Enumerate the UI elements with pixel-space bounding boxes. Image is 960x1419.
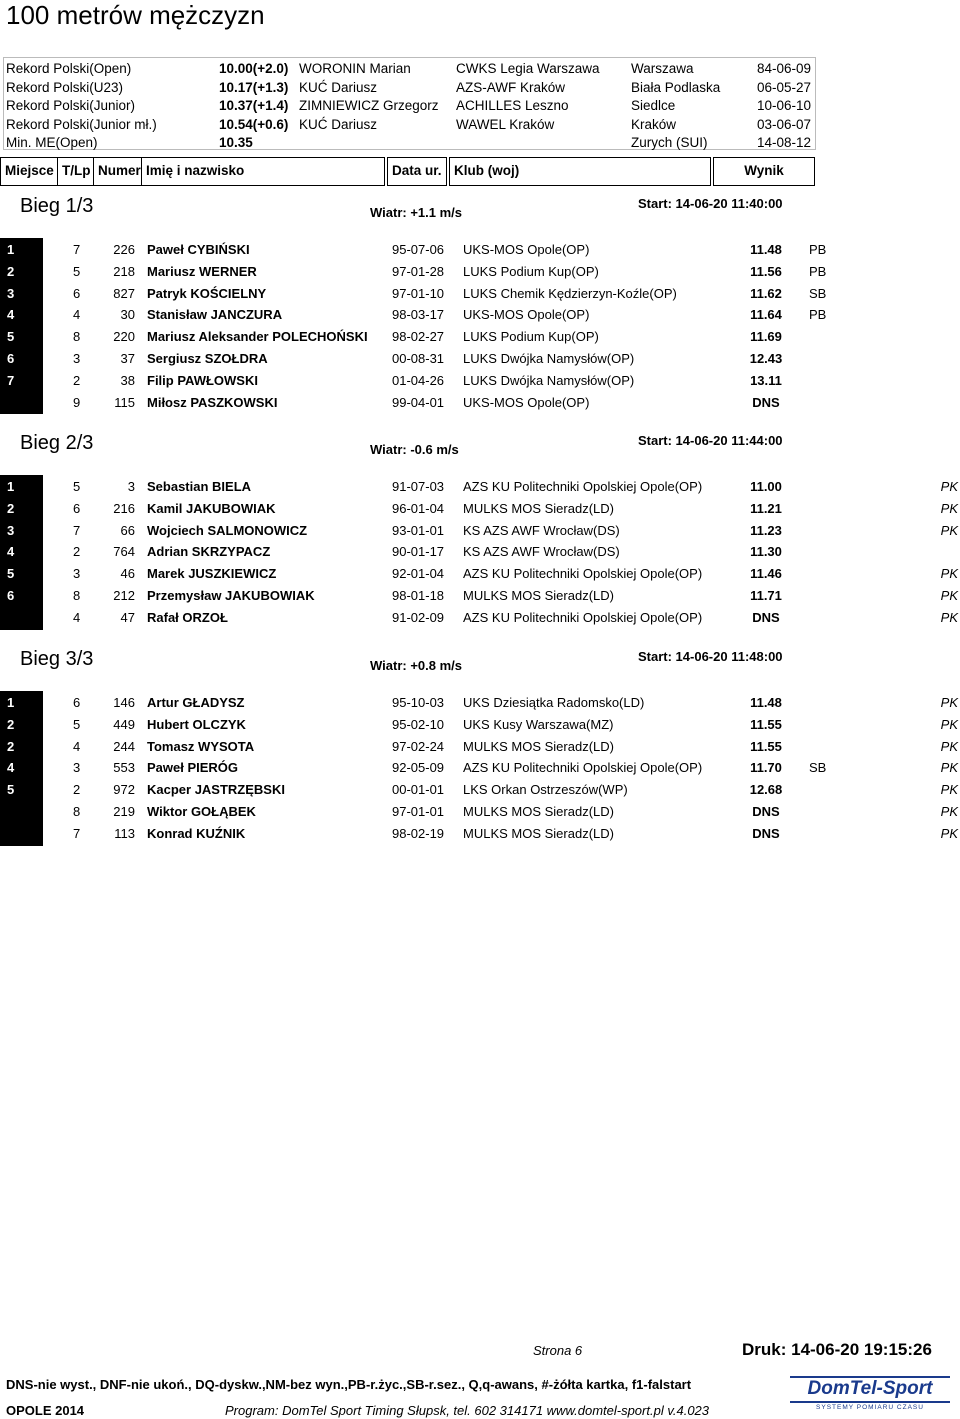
record-place: Siedlce <box>631 98 676 113</box>
result-row <box>0 392 960 414</box>
result-num: 972 <box>113 782 135 798</box>
result-lane: 2 <box>73 372 81 388</box>
result-name: Kacper JASTRZĘBSKI <box>147 782 285 798</box>
result-num: 218 <box>113 263 135 279</box>
record-row <box>3 115 816 133</box>
record-label: Rekord Polski(Junior mł.) <box>6 116 157 132</box>
record-athlete: ZIMNIEWICZ Grzegorz <box>299 98 439 113</box>
record-date: 14-08-12 <box>757 135 812 150</box>
result-row <box>0 692 960 714</box>
result-club: LUKS Dwójka Namysłów(OP) <box>463 372 635 388</box>
result-res: DNS <box>752 825 780 841</box>
result-lane: 4 <box>73 738 81 754</box>
result-note2: PK <box>940 588 958 603</box>
legend-text: DNS-nie wyst., DNF-nie ukoń., DQ-dyskw.,NM-bez wyn.,PB-r.życ.,SB-r.sez., Q,q-awans, #-żółta kartka, f1-falstart <box>6 1377 692 1392</box>
print-timestamp: Druk: 14-06-20 19:15:26 <box>742 1340 932 1359</box>
record-date: 03-06-07 <box>757 116 812 132</box>
page-number: Strona 6 <box>533 1343 583 1358</box>
result-row <box>0 779 960 801</box>
result-dob: 97-01-28 <box>392 263 445 279</box>
result-place: 4 <box>7 760 15 776</box>
result-dob: 93-01-01 <box>392 522 445 538</box>
result-note2: PK <box>940 782 958 798</box>
result-dob: 97-01-01 <box>392 804 445 819</box>
record-date: 10-06-10 <box>757 98 812 113</box>
result-lane: 5 <box>73 716 81 732</box>
result-dob: 98-01-18 <box>392 588 445 603</box>
record-club: WAWEL Kraków <box>456 116 555 132</box>
result-res: 11.69 <box>750 329 782 345</box>
result-dob: 91-02-09 <box>392 609 445 625</box>
result-res: 11.48 <box>750 242 782 257</box>
result-place: 5 <box>7 329 15 345</box>
result-note2: PK <box>940 804 958 819</box>
result-place: 6 <box>7 351 15 366</box>
result-name: Artur GŁADYSZ <box>147 695 245 710</box>
result-name: Paweł CYBIŃSKI <box>147 242 250 257</box>
page-title: 100 metrów mężczyzn <box>6 0 265 30</box>
record-place: Biała Podlaska <box>631 79 721 95</box>
result-club: MULKS MOS Sieradz(LD) <box>463 825 614 841</box>
result-lane: 6 <box>73 500 81 516</box>
record-athlete: KUĆ Dariusz <box>299 79 378 95</box>
result-res: 11.48 <box>750 695 782 710</box>
result-num: 764 <box>113 544 135 560</box>
result-num: 37 <box>120 351 135 366</box>
record-club: ACHILLES Leszno <box>456 98 569 113</box>
result-num: 219 <box>113 804 135 819</box>
result-name: Rafał ORZOŁ <box>147 609 228 625</box>
result-dob: 98-02-27 <box>392 329 445 345</box>
record-result: 10.17(+1.3) <box>219 79 289 95</box>
result-club: MULKS MOS Sieradz(LD) <box>463 804 614 819</box>
result-res: DNS <box>752 394 780 410</box>
result-res: 11.71 <box>750 588 782 603</box>
result-row <box>0 348 960 370</box>
record-result: 10.35 <box>219 135 253 150</box>
domtel-logo <box>790 1376 950 1411</box>
result-num: 3 <box>127 479 135 494</box>
result-row <box>0 283 960 305</box>
result-row <box>0 498 960 520</box>
result-num: 47 <box>120 609 135 625</box>
result-row <box>0 476 960 498</box>
result-place: 1 <box>7 242 15 257</box>
result-num: 146 <box>113 695 135 710</box>
logo-text: DomTel-Sport <box>807 1378 933 1399</box>
result-dob: 98-03-17 <box>392 307 445 323</box>
header-dob: Data ur. <box>387 157 447 186</box>
result-note: PB <box>809 307 827 323</box>
heat-title: Bieg 2/3 <box>20 432 94 454</box>
result-row <box>0 261 960 283</box>
result-note2: PK <box>940 695 958 710</box>
result-res: 11.23 <box>750 522 782 538</box>
result-place: 3 <box>7 522 15 538</box>
result-club: AZS KU Politechniki Opolskiej Opole(OP) <box>463 566 703 582</box>
record-athlete: KUĆ Dariusz <box>299 116 378 132</box>
result-club: AZS KU Politechniki Opolskiej Opole(OP) <box>463 479 703 494</box>
header-club: Klub (woj) <box>449 157 711 186</box>
result-name: Wiktor GOŁĄBEK <box>147 804 256 819</box>
result-res: 11.30 <box>750 544 782 560</box>
result-note2: PK <box>940 738 958 754</box>
result-name: Adrian SKRZYPACZ <box>147 544 271 560</box>
record-label: Rekord Polski(U23) <box>6 79 124 95</box>
result-place: 3 <box>7 285 15 301</box>
result-club: AZS KU Politechniki Opolskiej Opole(OP) <box>463 609 703 625</box>
result-num: 115 <box>114 394 135 410</box>
result-lane: 3 <box>73 351 81 366</box>
result-name: Mariusz WERNER <box>147 263 257 279</box>
result-club: MULKS MOS Sieradz(LD) <box>463 588 614 603</box>
result-club: UKS Kusy Warszawa(MZ) <box>463 716 614 732</box>
record-row <box>3 78 816 96</box>
result-res: 11.21 <box>750 500 782 516</box>
result-club: UKS Dziesiątka Radomsko(LD) <box>463 695 645 710</box>
result-num: 553 <box>113 760 135 776</box>
result-club: MULKS MOS Sieradz(LD) <box>463 738 614 754</box>
result-name: Marek JUSZKIEWICZ <box>147 566 277 582</box>
heat-title: Bieg 1/3 <box>20 195 94 217</box>
header-result: Wynik <box>713 157 815 186</box>
result-club: KS AZS AWF Wrocław(DS) <box>463 544 620 560</box>
record-place: Zurych (SUI) <box>631 135 708 150</box>
result-club: MULKS MOS Sieradz(LD) <box>463 500 614 516</box>
result-place: 2 <box>7 716 15 732</box>
record-club: AZS-AWF Kraków <box>456 79 566 95</box>
result-row <box>0 304 960 326</box>
result-place: 5 <box>7 782 15 798</box>
result-name: Przemysław JAKUBOWIAK <box>147 588 315 603</box>
result-note2: PK <box>940 760 958 776</box>
result-res: 11.46 <box>750 566 782 582</box>
result-res: 12.43 <box>749 351 783 366</box>
result-note2: PK <box>940 500 958 516</box>
result-row <box>0 607 960 629</box>
record-label: Rekord Polski(Junior) <box>6 98 136 113</box>
result-res: 11.64 <box>750 307 782 323</box>
result-dob: 91-07-03 <box>392 479 445 494</box>
result-lane: 8 <box>73 588 81 603</box>
record-result: 10.00(+2.0) <box>219 61 289 76</box>
result-lane: 3 <box>73 566 81 582</box>
record-label: Min. ME(Open) <box>6 135 98 150</box>
result-dob: 95-07-06 <box>392 242 445 257</box>
result-club: LUKS Podium Kup(OP) <box>463 263 599 279</box>
result-dob: 01-04-26 <box>392 372 445 388</box>
result-lane: 4 <box>73 609 81 625</box>
result-lane: 2 <box>73 782 81 798</box>
logo-subtitle: SYSTEMY POMIARU CZASU <box>816 1404 924 1411</box>
result-lane: 4 <box>73 307 81 323</box>
result-row <box>0 823 960 845</box>
result-place: 6 <box>7 588 15 603</box>
result-note2: PK <box>940 609 958 625</box>
header-lane: T/Lp <box>57 157 94 186</box>
result-row <box>0 585 960 607</box>
result-row <box>0 801 960 823</box>
result-dob: 99-04-01 <box>392 394 445 410</box>
result-row <box>0 520 960 542</box>
result-lane: 3 <box>73 760 81 776</box>
result-dob: 95-10-03 <box>392 695 445 710</box>
result-place: 2 <box>7 500 15 516</box>
result-name: Konrad KUŹNIK <box>147 825 246 841</box>
result-num: 212 <box>113 588 135 603</box>
result-dob: 92-01-04 <box>392 566 445 582</box>
result-name: Wojciech SALMONOWICZ <box>147 522 308 538</box>
result-num: 46 <box>120 566 135 582</box>
result-name: Paweł PIERÓG <box>147 760 239 776</box>
result-res: DNS <box>752 609 780 625</box>
result-note2: PK <box>940 479 958 494</box>
result-dob: 92-05-09 <box>392 760 445 776</box>
result-lane: 7 <box>73 825 81 841</box>
result-res: DNS <box>752 804 780 819</box>
record-row <box>3 133 816 151</box>
result-note: SB <box>809 285 827 301</box>
result-num: 66 <box>120 522 135 538</box>
record-place: Kraków <box>631 116 677 132</box>
result-place: 2 <box>7 263 15 279</box>
record-club: CWKS Legia Warszawa <box>456 61 600 76</box>
result-name: Sergiusz SZOŁDRA <box>147 351 268 366</box>
record-result: 10.37(+1.4) <box>219 98 289 113</box>
result-row <box>0 757 960 779</box>
result-dob: 90-01-17 <box>392 544 445 560</box>
result-place: 7 <box>7 372 15 388</box>
result-note: SB <box>809 760 827 776</box>
result-name: Miłosz PASZKOWSKI <box>147 394 278 410</box>
record-label: Rekord Polski(Open) <box>6 61 132 76</box>
result-res: 11.70 <box>750 760 782 776</box>
result-row <box>0 326 960 348</box>
result-place: 1 <box>7 695 15 710</box>
result-club: UKS-MOS Opole(OP) <box>463 242 590 257</box>
program-info: Program: DomTel Sport Timing Słupsk, tel. 602 314171 www.domtel-sport.pl v.4.023 <box>225 1403 710 1418</box>
result-num: 827 <box>113 285 135 301</box>
result-num: 38 <box>120 372 135 388</box>
header-number: Numer <box>93 157 142 186</box>
result-row <box>0 563 960 585</box>
result-lane: 5 <box>73 263 81 279</box>
result-club: LUKS Chemik Kędzierzyn-Koźle(OP) <box>463 285 677 301</box>
result-res: 13.11 <box>750 372 782 388</box>
header-name: Imię i nazwisko <box>141 157 385 186</box>
result-lane: 6 <box>73 695 81 710</box>
result-name: Filip PAWŁOWSKI <box>147 372 258 388</box>
result-res: 11.55 <box>750 738 782 754</box>
result-club: UKS-MOS Opole(OP) <box>463 307 590 323</box>
result-num: 449 <box>113 716 135 732</box>
result-dob: 00-08-31 <box>392 351 445 366</box>
result-place: 4 <box>7 544 15 560</box>
result-name: Tomasz WYSOTA <box>147 738 255 754</box>
result-dob: 98-02-19 <box>392 825 445 841</box>
result-row <box>0 736 960 758</box>
record-row <box>3 59 816 77</box>
start-time: Start: 14-06-20 11:40:00 <box>638 196 783 211</box>
result-dob: 00-01-01 <box>392 782 445 798</box>
result-row <box>0 370 960 392</box>
result-place: 4 <box>7 307 15 323</box>
result-place: 2 <box>7 738 15 754</box>
record-date: 06-05-27 <box>757 79 812 95</box>
header-place: Miejsce <box>0 157 58 186</box>
record-date: 84-06-09 <box>757 61 812 76</box>
result-lane: 8 <box>73 804 81 819</box>
result-name: Mariusz Aleksander POLECHOŃSKI <box>147 329 368 345</box>
result-num: 244 <box>113 738 135 754</box>
result-lane: 7 <box>73 242 81 257</box>
result-note: PB <box>809 242 827 257</box>
record-place: Warszawa <box>631 61 694 76</box>
wind-reading: Wiatr: +0.8 m/s <box>370 658 463 673</box>
result-res: 11.00 <box>750 479 782 494</box>
result-lane: 7 <box>73 522 81 538</box>
result-club: LKS Orkan Ostrzeszów(WP) <box>463 782 628 798</box>
result-res: 12.68 <box>749 782 783 798</box>
result-club: LUKS Dwójka Namysłów(OP) <box>463 351 635 366</box>
result-place: 5 <box>7 566 15 582</box>
result-name: Patryk KOŚCIELNY <box>147 285 267 301</box>
record-row <box>3 96 816 114</box>
result-num: 30 <box>120 307 135 323</box>
result-row <box>0 239 960 261</box>
result-res: 11.62 <box>750 285 782 301</box>
start-time: Start: 14-06-20 11:48:00 <box>638 649 783 664</box>
logo-bottom-line <box>790 1401 950 1403</box>
result-note2: PK <box>940 566 958 582</box>
result-res: 11.55 <box>750 716 782 732</box>
result-lane: 5 <box>73 479 81 494</box>
result-lane: 9 <box>73 394 81 410</box>
result-lane: 2 <box>73 544 81 560</box>
result-num: 113 <box>114 825 135 841</box>
result-note2: PK <box>940 716 958 732</box>
result-club: LUKS Podium Kup(OP) <box>463 329 599 345</box>
start-time: Start: 14-06-20 11:44:00 <box>638 433 783 448</box>
result-res: 11.56 <box>750 263 782 279</box>
event-name: OPOLE 2014 <box>6 1403 85 1418</box>
result-club: AZS KU Politechniki Opolskiej Opole(OP) <box>463 760 703 776</box>
result-dob: 96-01-04 <box>392 500 445 516</box>
result-dob: 95-02-10 <box>392 716 445 732</box>
result-name: Stanisław JANCZURA <box>147 307 283 323</box>
result-name: Hubert OLCZYK <box>147 716 246 732</box>
result-row <box>0 541 960 563</box>
result-club: KS AZS AWF Wrocław(DS) <box>463 522 620 538</box>
result-note2: PK <box>940 522 958 538</box>
result-dob: 97-02-24 <box>392 738 445 754</box>
result-num: 220 <box>113 329 135 345</box>
result-row <box>0 714 960 736</box>
heat-title: Bieg 3/3 <box>20 648 94 670</box>
result-note2: PK <box>940 825 958 841</box>
result-place: 1 <box>7 479 15 494</box>
result-num: 216 <box>113 500 135 516</box>
result-note: PB <box>809 263 827 279</box>
result-num: 226 <box>113 242 135 257</box>
result-lane: 8 <box>73 329 81 345</box>
record-result: 10.54(+0.6) <box>219 116 289 132</box>
wind-reading: Wiatr: -0.6 m/s <box>370 442 459 457</box>
wind-reading: Wiatr: +1.1 m/s <box>370 205 463 220</box>
result-lane: 6 <box>73 285 81 301</box>
result-name: Sebastian BIELA <box>147 479 252 494</box>
result-dob: 97-01-10 <box>392 285 445 301</box>
result-club: UKS-MOS Opole(OP) <box>463 394 590 410</box>
record-athlete: WORONIN Marian <box>299 61 411 76</box>
result-name: Kamil JAKUBOWIAK <box>147 500 276 516</box>
